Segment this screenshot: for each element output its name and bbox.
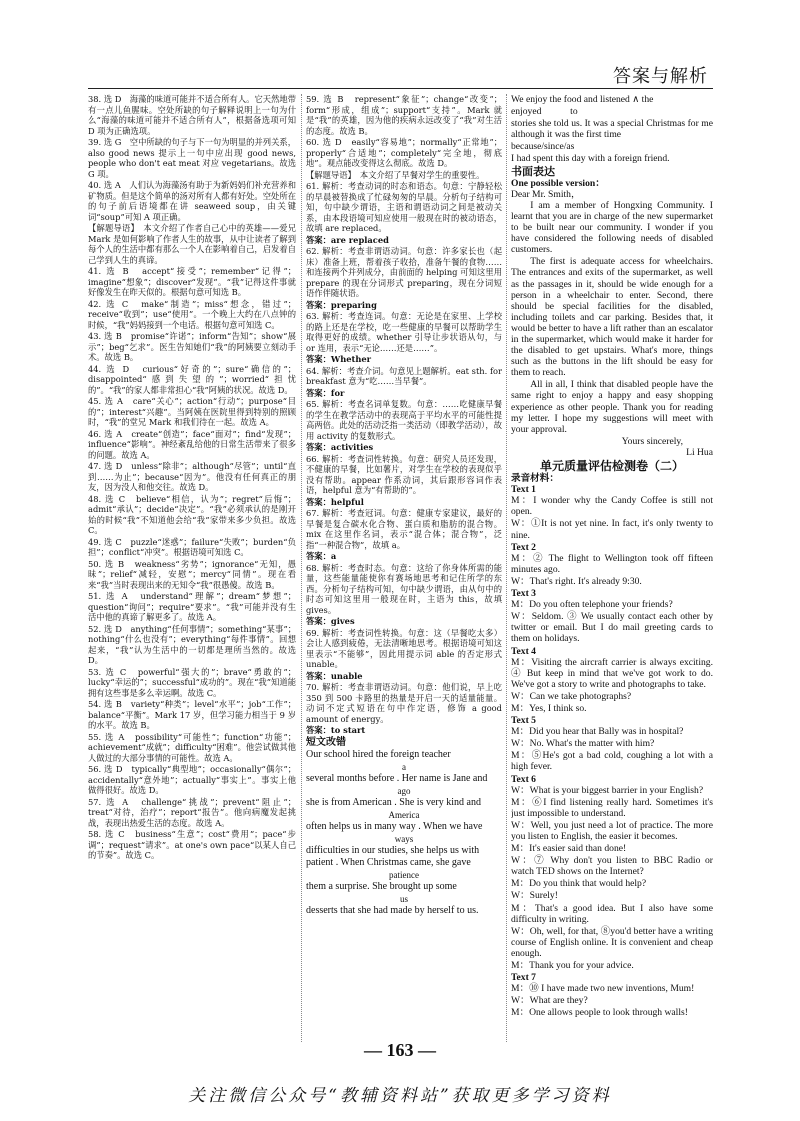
- correction-line: she is from American . She is very kind and: [306, 796, 481, 808]
- correction-line: stories she told us. It was a special Christmas for me although it was the first time: [511, 118, 713, 141]
- answer-key: 答案：a: [306, 551, 337, 561]
- text-label: Text 7: [511, 972, 536, 984]
- answer-item: 50. 选 B weakness“劣势”；ignorance“无知，愚昧”；relief“减轻，安慰”；mercy“同情”。现在看来“我”当时表现出来的无知令“我”很愚傻。故选 B。: [88, 558, 296, 590]
- answer-item: 64. 解析：考查介词。句意见上题解析。eat sth. for breakfast 意为“吃……当早餐”。: [306, 365, 502, 386]
- dialogue-line: M：One allows people to look through walls!: [511, 1007, 688, 1019]
- dialogue-line: W：Well, you just need a lot of practice. The more you listen to English, the easier it becomes.: [511, 819, 713, 842]
- answer-item: 70. 解析：考查非谓语动词。句意：他们说，早上吃 350 到 500 卡路里的热量是开启一天的适量能量。动词不定式短语在句中作定语，修饰 a good amount of energy。: [306, 682, 502, 724]
- answer-key: 答案：gives: [306, 616, 355, 626]
- dialogue-line: W：Oh, well, for that, ⑧you'd better have a writing course of English online. It is convenient and cheap enough.: [511, 925, 713, 959]
- correction-fix: ago: [397, 785, 411, 796]
- correction-fix: us: [399, 893, 408, 904]
- answer-item: 55. 选 A possibility“可能性”；function“功能”；achievement“成就”；difficulty“困难”。他尝试做其他人做过的大部分事情的可能性。故选 A。: [88, 731, 296, 763]
- section-title: 书面表达: [511, 165, 555, 178]
- writing-label: One possible version：: [511, 177, 605, 189]
- listening-subtitle: 录音材料：: [511, 473, 559, 485]
- dialogue-line: W：Seldom. ③ We usually contact each other by twitter or email. But I do mail greeting cards to them on holidays.: [511, 611, 713, 645]
- dialogue-line: M：Did you hear that Bally was in hospital?: [511, 726, 684, 738]
- correction-line: difficulties in our studies, she helps us with: [306, 844, 480, 856]
- column-divider: [506, 94, 507, 1042]
- answer-item: 49. 选 C puzzle“迷惑”；failure“失败”；burden“负担”；conflict“冲突”。根据语境可知选 C。: [88, 536, 296, 557]
- dialogue-line: M：That's a good idea. But I also have some difficulty in writing.: [511, 902, 713, 925]
- letter-closing: Yours sincerely,: [621, 435, 683, 447]
- answer-item: 57. 选 A challenge“挑战”；prevent“阻止”；treat“对待，治疗”；report“报告”。他向病魔发起挑战，表现出热爱生活的态度。故选 A。: [88, 796, 296, 828]
- answer-item: 54. 选 B variety“种类”；level“水平”；job“工作”；balance“平衡”。Mark 17 岁，但学习能力相当于 9 岁的水平。故选 B。: [88, 699, 296, 730]
- letter-paragraph: I am a member of Hongxing Community. I learnt that you are in charge of the new supermarket to be built near our community. I wonder if you have considered the following needs of disabled customers.: [511, 199, 713, 256]
- letter-paragraph: The first is adequate access for wheelchairs. The entrances and exits of the supermarket, as well as the passages in it, should be wide enough for a person in a wheelchair to enter. Second, there should be special facilities for the disabled, including toilets and car parking. Besides that, it would be better to have a lift rather than an escalator in the supermarket, which would make it harder for the disabled to get upstairs. What's more, things such as the buttons in the lift should be easy for them to reach.: [511, 256, 713, 379]
- answer-item: 52. 选 D anything“任何事情”；something“某事”；nothing“什么也没有”；everything“每件事情”。回想起来，“我”认为生活中的一切都是理所当然的。故选 D。: [88, 623, 296, 665]
- answer-item: 51. 选 A understand“理解”；dream“梦想”；question“询问”；require“要求”。“我”可能并没有生活中他的真谛了解更多了。故选 A。: [88, 591, 296, 622]
- answer-item: 40. 选 A 人们认为海藻汤有助于为新妈妈们补充营养和矿物质。但是这个简单的汤对所有人都有好处。空处所在的句子前后语境都在讲 seaweed soup，由关键词“soup”可知 A 项正确。: [88, 180, 296, 222]
- correction-line: patient . When Christmas came, she gave: [306, 856, 471, 868]
- page-number: — 163 —: [364, 1040, 436, 1060]
- page-header-title: 答案与解析: [613, 66, 708, 87]
- dialogue-line: M：Yes, I think so.: [511, 702, 587, 714]
- footer-note: 关注微信公众号“教辅资料站”获取更多学习资料: [188, 1086, 612, 1106]
- answer-column-2: [306, 94, 502, 1042]
- text-label: Text 6: [511, 773, 536, 785]
- dialogue-line: M：Visiting the aircraft carrier is always exciting. ④ But keep in mind that we've got work to do. We've got a story to write and photographs to take.: [511, 656, 713, 690]
- answer-key: 答案：Whether: [306, 354, 372, 364]
- answer-item: 39. 选 G 空中所缺的句子与下一句为明显的并列关系，also good news 提示上一句中应出现 good news, people who don't eat meat 对应 vegetarians。故选 G 项。: [88, 137, 296, 179]
- answer-item: 45. 选 A care“关心”；action“行动”；purpose“目的”；interest“兴趣”。当阿姨在医院里得到特别的照顾时，“我”的堂兄 Mark 和我们待在一起。故选 A。: [88, 396, 296, 427]
- answer-item: 46. 选 A create“创造”；face“面对”；find“发现”；influence“影响”。神经紊乱给他的日常生活带来了很多的问题。故选 A。: [88, 428, 296, 460]
- answer-key: 答案：helpful: [306, 496, 364, 507]
- dialogue-line: W：What is your biggest barrier in your English?: [511, 784, 704, 796]
- dialogue-line: W：That's right. It's already 9:30.: [511, 575, 642, 587]
- answer-key: 答案：preparing: [306, 299, 377, 310]
- dialogue-line: W：Can we take photographs?: [511, 690, 632, 702]
- correction-fix: America: [388, 809, 420, 820]
- text-label: Text 3: [511, 588, 536, 600]
- letter-salutation: Dear Mr. Smith，: [511, 188, 581, 200]
- answer-item: 60. 选 D easily“容易地”；normally“正常地”；properly“合适地”；completely“完全地，彻底地”。观点能改变得这么彻底。故选 D。: [306, 137, 502, 168]
- correction-fix: patience: [389, 869, 419, 880]
- dialogue-line: M：I wonder why the Candy Coffee is still not open.: [511, 495, 713, 518]
- text-label: Text 4: [511, 645, 536, 657]
- dialogue-line: W：What are they?: [511, 995, 588, 1007]
- answer-key: 答案：unable: [306, 670, 363, 681]
- text-label: Text 2: [511, 541, 536, 553]
- dialogue-line: M：It's easier said than done!: [511, 843, 627, 855]
- answer-item: 48. 选 C believe“相信，认为”；regret“后悔”；admit“承认”；decide“决定”。“我”必须承认的是刚开始的时候“我”不知道他会给“我”家带来多少负担。故选 C。: [88, 493, 296, 535]
- answer-item: 47. 选 D unless“除非”；although“尽管”；until“直到……为止”；because“因为”。他没有任何真正的朋友，因为没人和他交往。故选 D。: [88, 461, 296, 492]
- dialogue-line: M：⑤He's got a bad cold, coughing a lot with a high fever.: [511, 750, 713, 773]
- answer-item: 44. 选 D curious“好奇的”；sure“确信的”；disappointed“感到失望的”；worried“担忧的”。“我”的家人都非常担心“我”阿姨的状况。故选 D。: [88, 363, 296, 395]
- answer-item: 66. 解析：考查词性转换。句意：研究人员还发现，不健康的早餐，比如薯片，对学生在学校的表现似乎没有帮助。appear 作系动词，其后跟形容词作表语，helpful 意为“有帮助的”。: [306, 453, 502, 495]
- correction-line: several months before . Her name is Jane and: [306, 772, 488, 784]
- correction-line: We enjoy the food and listened ∧ the: [511, 94, 654, 105]
- answer-column-1: [88, 94, 296, 1042]
- answer-item: 43. 选 B promise“许诺”；inform“告知”；show“展示”；beg“乞求”。医生告知她们“我”的阿姨要立刻动手术。故选 B。: [88, 331, 296, 362]
- column-divider: [301, 94, 302, 1042]
- answer-item: 62. 解析：考查非谓语动词。句意：许多家长也（起床）准备上班，帮着孩子收拾，准备午餐的食物……和连接两个并列成分，由前面的 helping 可知这里用 prepare 的现在分词形式 preparing，现在分词短语作伴随状语。: [306, 246, 502, 298]
- text-label: Text 1: [511, 484, 536, 496]
- answer-item: 【解题导语】 本文介绍了作者自己心中的英雄——爱兄 Mark 是如何影响了作者人生的故事，从中让读者了解到每个人的生活中都有那么一个人在影响着自己，启发着自己学到人生的真谛。: [88, 223, 296, 265]
- answer-item: 38. 选 D 海藻的味道可能并不适合所有人。它天然地带有一点儿鱼腥味。空处所缺的句子解释说明上一句为什么“海藻的味道可能并不适合所有人”，根据备选项可知 D 项为正确选项。: [88, 94, 296, 136]
- correction-line: them a surprise. She brought up some: [306, 880, 457, 892]
- answer-item: 42. 选 C make“制造”；miss“想念，错过”；receive“收到”；use“使用”。一个晚上大约在八点钟的时候，“我”妈妈接到一个电话。根据句意可知选 C。: [88, 298, 296, 330]
- answer-item: 69. 解析：考查词性转换。句意：这（早餐吃太多）会让人感到疲倦，无法清晰地思考。根据语境可知这里表示“不能够”，因此用提示词 able 的否定形式 unable。: [306, 627, 502, 669]
- answer-item: 58. 选 C business“生意”；cost“费用”；pace“步调”；request“请求”。at one's own pace“以某人自己的节奏”。故选 C。: [88, 829, 296, 860]
- answer-item: 67. 解析：考查冠词。句意：健康专家建议，最好的早餐是复合碳水化合物、蛋白质和脂肪的混合物。mix 在这里作名词，表示“混合体；混合物”，泛指“一种混合物”，故填 a。: [306, 508, 502, 550]
- answer-item: 68. 解析：考查时态。句意：这给了你身体所需的能量，这些能量能使你有赛场地思考和记住所学的东西。分析句子结构可知，句中缺少谓语，由从句中的时态可知这里用一般现在时，主语为 this，故填 gives。: [306, 562, 502, 615]
- correction-line: often helps us in many way . When we have: [306, 820, 483, 832]
- answer-item: 61. 解析：考查动词的时态和语态。句意：宁静轻松的早晨被替换成了忙碌匆匆的早晨。分析句子结构可知，句中缺少谓语，主语和谓语动词之间是被动关系，由本段语境可知应使用一般现在时的被动语态，故填 are replaced。: [306, 181, 502, 233]
- dialogue-line: M：Do you often telephone your friends?: [511, 599, 673, 611]
- header-divider: [88, 88, 713, 89]
- correction-line: I had spent this day with a foreign friend.: [511, 153, 670, 165]
- dialogue-line: M：② The flight to Wellington took off fifteen minutes ago.: [511, 552, 713, 575]
- answer-item: 【解题导语】 本文介绍了早餐对学生的重要性。: [306, 169, 485, 180]
- dialogue-line: W：⑦ Why don't you listen to BBC Radio or watch TED shows on the Internet?: [511, 855, 713, 878]
- answer-item: 63. 解析：考查连词。句意：无论是在家里、上学校的路上还是在学校，吃一些健康的早餐可以帮助学生取得更好的成绩。whether 引导让步状语从句，与 or 连用，表示“无论……还是……”。: [306, 311, 502, 353]
- answer-key: 答案：for: [306, 387, 345, 398]
- correction-line: because/since/as: [511, 141, 575, 153]
- answer-key: 答案：to start: [306, 725, 366, 735]
- correction-fix: ways: [394, 833, 414, 844]
- answer-item: 65. 解析：考查名词单复数。句意：……吃健康早餐的学生在教学活动中的表现高于平均水平的可能性提高两倍。此处的活动泛指一类活动（即教学活动），故用 activity 的复数形式。: [306, 399, 502, 441]
- letter-paragraph: All in all, I think that disabled people have the same right to enjoy a happy and easy shopping experience as other people. Thank you for reading my letter. I hope my suggestions will meet with your approval.: [511, 379, 713, 435]
- answer-item: 41. 选 B accept“接受”；remember“记得”；imagine“想象”；discover“发现”。“我”记得这件事就好像发生在昨天似的。根据句意可知选 B。: [88, 266, 296, 297]
- dialogue-line: W：No. What's the matter with him?: [511, 738, 655, 750]
- dialogue-line: M：⑩ I have made two new inventions, Mum!: [511, 983, 695, 995]
- dialogue-line: M：Do you think that would help?: [511, 878, 647, 890]
- dialogue-line: M：Thank you for your advice.: [511, 960, 634, 972]
- correction-fix: a: [402, 761, 406, 772]
- answer-key: 答案：activities: [306, 442, 374, 452]
- letter-signature: Li Hua: [686, 446, 713, 458]
- section-title: 短文改错: [306, 736, 346, 748]
- answer-key: 答案：are replaced: [306, 234, 389, 245]
- answer-item: 59. 选 B represent“象征”；change“改变”；form“形成，组成”；support“支持”。Mark 就是“我”的英雄，因为他的疾病永远改变了“我”对生活的态度。故选 B。: [306, 94, 502, 136]
- error-correction-section: [306, 737, 502, 917]
- text-label: Text 5: [511, 715, 536, 727]
- dialogue-line: W：①It is not yet nine. In fact, it's only twenty to nine.: [511, 518, 713, 541]
- answer-item: 53. 选 C powerful“强大的”；brave“勇敢的”；lucky“幸运的”；successful“成功的”。现在“我”知道能拥有这些事是多么幸运啊。故选 C。: [88, 666, 296, 698]
- correction-line: desserts that she had made by herself to us.: [306, 904, 479, 916]
- correction-line: Our school hired the foreign teacher: [306, 748, 451, 760]
- correction-line: enjoyed to: [511, 106, 578, 118]
- unit-test-title: 单元质量评估检测卷（二）: [539, 459, 684, 473]
- answer-column-3: [511, 94, 713, 1042]
- dialogue-line: M：⑥I find listening really hard. Sometimes it's just impossible to understand.: [511, 796, 713, 819]
- dialogue-line: W：Surely!: [511, 890, 558, 902]
- answer-item: 56. 选 D typically“典型地”；occasionally“偶尔”；accidentally“意外地”；actually“事实上”。事实上他做得很好。故选 D。: [88, 764, 296, 795]
